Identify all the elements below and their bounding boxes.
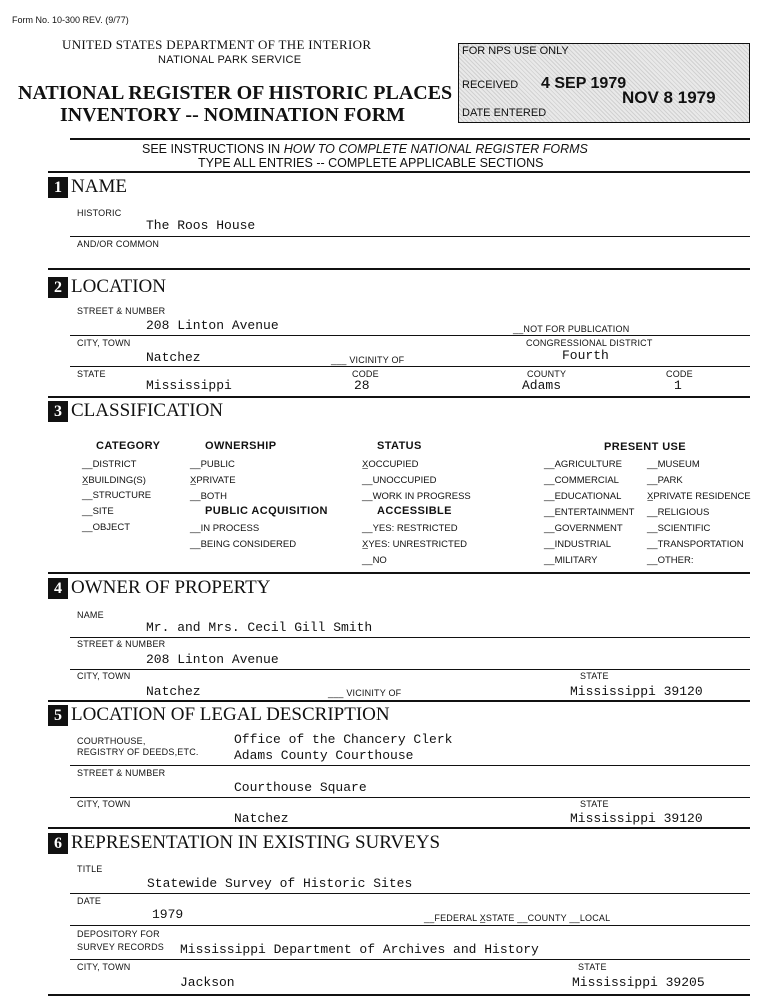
owner-name-value: Mr. and Mrs. Cecil Gill Smith	[146, 620, 373, 635]
accessible-option: __NO	[362, 555, 387, 566]
section-title: LOCATION	[71, 276, 166, 297]
historic-label: HISTORIC	[77, 208, 122, 218]
form-title-line1: NATIONAL REGISTER OF HISTORIC PLACES	[18, 82, 453, 104]
accessible-heading: ACCESSIBLE	[377, 505, 452, 517]
survey-city-label: CITY, TOWN	[77, 962, 131, 972]
legal-street-value: Courthouse Square	[234, 780, 367, 795]
rule	[48, 396, 750, 398]
street-label: STREET & NUMBER	[77, 306, 166, 316]
status-option: __WORK IN PROGRESS	[362, 491, 471, 502]
category-option: __DISTRICT	[82, 459, 137, 470]
county-label: COUNTY	[527, 369, 567, 379]
present-use-option: __OTHER:	[647, 555, 694, 566]
rule	[70, 335, 750, 336]
state-value: Mississippi	[146, 378, 232, 393]
ownership-option: X̲PRIVATE	[190, 475, 236, 486]
street-value: 208 Linton Avenue	[146, 318, 279, 333]
present-use-option: __MILITARY	[544, 555, 598, 566]
accessible-option: X̲YES: UNRESTRICTED	[362, 539, 468, 550]
owner-street-value: 208 Linton Avenue	[146, 652, 279, 667]
category-option: X̲BUILDING(S)	[82, 475, 146, 486]
present-use-option: __GOVERNMENT	[544, 523, 623, 534]
present-use-option: __MUSEUM	[647, 459, 700, 470]
status-option: __UNOCCUPIED	[362, 475, 437, 486]
congressional-district-label: CONGRESSIONAL DISTRICT	[526, 338, 653, 348]
section-title: NAME	[71, 176, 127, 197]
present-use-option: __INDUSTRIAL	[544, 539, 612, 550]
section-5-header	[48, 704, 390, 726]
depository-value: Mississippi Department of Archives and History	[180, 942, 539, 957]
rule	[70, 236, 750, 237]
rule	[70, 959, 750, 960]
service-name: NATIONAL PARK SERVICE	[158, 54, 302, 66]
owner-street-label: STREET & NUMBER	[77, 639, 166, 649]
survey-title-label: TITLE	[77, 864, 103, 874]
present-use-option: __AGRICULTURE	[544, 459, 622, 470]
department-name: UNITED STATES DEPARTMENT OF THE INTERIOR	[62, 37, 372, 52]
category-option: __OBJECT	[82, 522, 131, 533]
legal-state-value: Mississippi 39120	[570, 811, 703, 826]
acquisition-option: __BEING CONSIDERED	[190, 539, 297, 550]
acquisition-heading: PUBLIC ACQUISITION	[205, 505, 328, 517]
received-label: RECEIVED	[462, 79, 519, 91]
rule	[48, 572, 750, 574]
owner-vicinity-label: ___ VICINITY OF	[328, 688, 402, 698]
category-heading: CATEGORY	[96, 440, 161, 452]
status-option: X̲OCCUPIED	[362, 459, 419, 470]
depository-label-line2: SURVEY RECORDS	[77, 942, 164, 952]
ownership-option: __PUBLIC	[190, 459, 235, 470]
owner-state-label: STATE	[580, 671, 609, 681]
historic-name-value: The Roos House	[146, 218, 256, 233]
present-use-option: __COMMERCIAL	[544, 475, 619, 486]
survey-city-value: Jackson	[180, 975, 235, 990]
code-label: CODE	[352, 369, 379, 379]
vicinity-label: ___ VICINITY OF	[331, 355, 405, 365]
rule	[70, 637, 750, 638]
accessible-option: __YES: RESTRICTED	[362, 523, 458, 534]
section-4-header	[48, 577, 270, 599]
section-number: 6	[48, 833, 68, 854]
courthouse-label-line2: REGISTRY OF DEEDS,ETC.	[77, 747, 199, 757]
courthouse-value-line1: Office of the Chancery Clerk	[234, 732, 453, 747]
rule	[70, 925, 750, 926]
section-6-header	[48, 832, 440, 854]
survey-date-label: DATE	[77, 896, 102, 906]
legal-city-label: CITY, TOWN	[77, 799, 131, 809]
instructions-line1: SEE INSTRUCTIONS IN HOW TO COMPLETE NATIONAL REGISTER FORMS	[142, 142, 588, 156]
nps-box-title: FOR NPS USE ONLY	[462, 45, 569, 57]
city-label: CITY, TOWN	[77, 338, 131, 348]
survey-state-value: Mississippi 39205	[572, 975, 705, 990]
category-option: __STRUCTURE	[82, 490, 152, 501]
owner-state-value: Mississippi 39120	[570, 684, 703, 699]
common-name-label: AND/OR COMMON	[77, 239, 160, 249]
category-option: __SITE	[82, 506, 114, 517]
rule	[48, 700, 750, 702]
form-number: Form No. 10-300 REV. (9/77)	[12, 15, 129, 25]
state-code-value: 28	[354, 378, 370, 393]
nps-use-box	[458, 43, 750, 123]
county-code-value: 1	[674, 378, 682, 393]
present-use-option: __TRANSPORTATION	[647, 539, 744, 550]
owner-name-label: NAME	[77, 610, 104, 620]
legal-street-label: STREET & NUMBER	[77, 768, 166, 778]
survey-date-value: 1979	[152, 907, 184, 922]
rule	[48, 171, 750, 173]
acquisition-option: __IN PROCESS	[190, 523, 260, 534]
survey-title-value: Statewide Survey of Historic Sites	[147, 876, 413, 891]
owner-city-value: Natchez	[146, 684, 201, 699]
section-title: REPRESENTATION IN EXISTING SURVEYS	[71, 832, 441, 853]
city-value: Natchez	[146, 350, 201, 365]
courthouse-label-line1: COURTHOUSE,	[77, 736, 146, 746]
ownership-heading: OWNERSHIP	[205, 440, 277, 452]
section-title: OWNER OF PROPERTY	[71, 577, 271, 598]
rule	[48, 827, 750, 829]
received-stamp: 4 SEP 1979	[541, 75, 627, 92]
form-title-line2: INVENTORY -- NOMINATION FORM	[60, 104, 406, 126]
section-number: 5	[48, 705, 68, 726]
owner-city-label: CITY, TOWN	[77, 671, 131, 681]
section-3-header	[48, 400, 223, 422]
section-number: 2	[48, 277, 68, 298]
rule	[48, 268, 750, 270]
section-1-header	[48, 176, 127, 198]
rule	[48, 994, 750, 996]
present-use-option: __ENTERTAINMENT	[544, 507, 635, 518]
legal-city-value: Natchez	[234, 811, 289, 826]
survey-state-label: STATE	[578, 962, 607, 972]
date-entered-label: DATE ENTERED	[462, 107, 547, 119]
section-number: 4	[48, 578, 68, 599]
rule	[70, 366, 750, 367]
rule	[70, 893, 750, 894]
section-number: 1	[48, 177, 68, 198]
not-for-publication: __NOT FOR PUBLICATION	[513, 324, 630, 334]
depository-label-line1: DEPOSITORY FOR	[77, 929, 160, 939]
section-2-header	[48, 276, 166, 298]
state-label: STATE	[77, 369, 106, 379]
present-use-option: __RELIGIOUS	[647, 507, 710, 518]
present-use-option: __EDUCATIONAL	[544, 491, 622, 502]
section-number: 3	[48, 401, 68, 422]
rule	[70, 765, 750, 766]
congressional-district-value: Fourth	[562, 348, 609, 363]
entered-stamp: NOV 8 1979	[622, 88, 716, 107]
status-heading: STATUS	[377, 440, 422, 452]
ownership-option: __BOTH	[190, 491, 227, 502]
courthouse-value-line2: Adams County Courthouse	[234, 748, 414, 763]
present-use-option: __SCIENTIFIC	[647, 523, 711, 534]
present-use-heading: PRESENT USE	[604, 441, 687, 453]
survey-level-options: __FEDERAL X̲STATE __COUNTY __LOCAL	[424, 913, 611, 923]
county-value: Adams	[522, 378, 562, 393]
rule	[70, 797, 750, 798]
legal-state-label: STATE	[580, 799, 609, 809]
section-title: LOCATION OF LEGAL DESCRIPTION	[71, 704, 390, 725]
present-use-option: X̲PRIVATE RESIDENCE	[647, 491, 751, 502]
section-title: CLASSIFICATION	[71, 400, 224, 421]
rule	[70, 669, 750, 670]
present-use-option: __PARK	[647, 475, 683, 486]
rule	[70, 138, 750, 140]
county-code-label: CODE	[666, 369, 693, 379]
instructions-line2: TYPE ALL ENTRIES -- COMPLETE APPLICABLE SECTIONS	[198, 156, 544, 170]
